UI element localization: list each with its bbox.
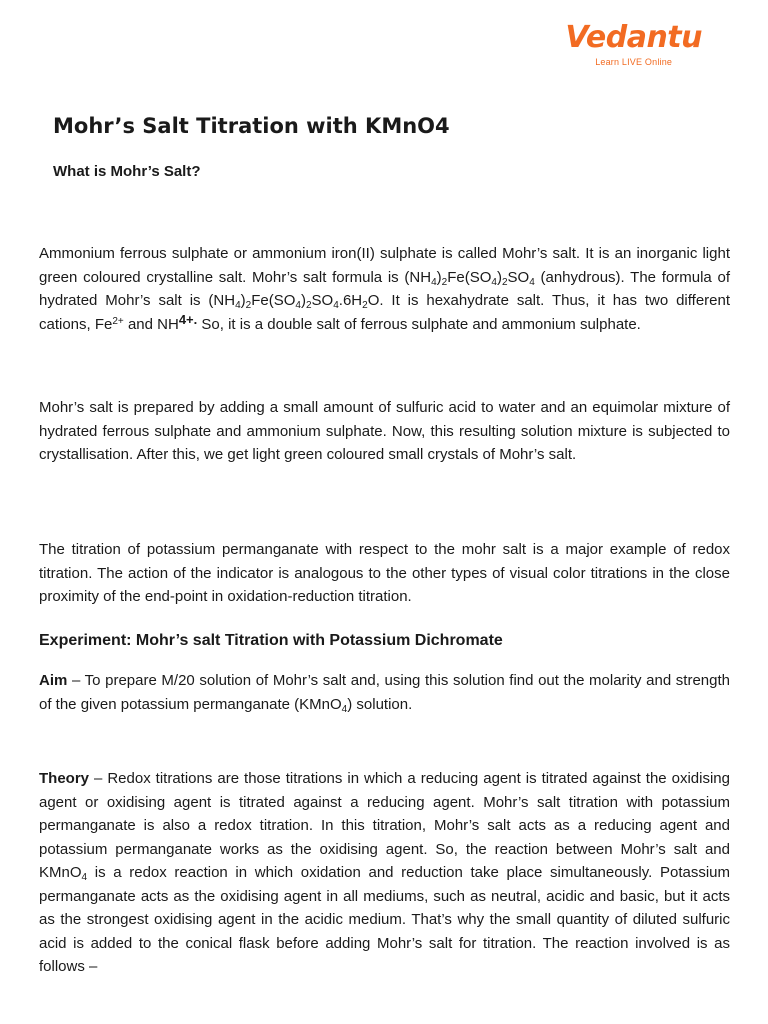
section-heading-what-is: What is Mohr’s Salt? [53,163,201,180]
paragraph-preparation: Mohr’s salt is prepared by adding a small amount of sulfuric acid to water and an equimolar mixture of hydrated ferrous sulphate and ammonium sulphate. Now, this resulting solution mixture is subjected to crystallisation. After this, we get light green coloured small crystals of Mohr’s salt. [39,399,730,463]
paragraph-theory: Theory – Redox titrations are those titrations in which a reducing agent is titrated against the oxidising agent or oxidising agent is titrated against a reducing agent. Mohr’s salt titration with potassium permanganate is also a redox titration. In this titration, Mohr’s salt acts as a reducing agent and potassium permanganate works as the oxidising agent. So, the reaction between Mohr’s salt and KMnO$_4$ is a redox reaction in which oxidation and reduction take place simultaneously. Potassium permanganate acts as the oxidising agent in all mediums, such as neutral, acidic and basic, but it acts as the strongest oxidising agent in the acidic medium. That’s why the small quantity of diluted sulfuric acid is added to the conical flask before adding Mohr’s salt for titration. The reaction involved is as follows – [39,770,730,975]
logo-tagline: Learn LIVE Online [595,57,673,67]
vedantu-logo [565,22,702,67]
experiment-heading: Experiment: Mohr’s salt Titration with Potassium Dichromate [39,632,503,649]
paragraph-definition: Ammonium ferrous sulphate or ammonium iron(II) sulphate is called Mohr’s salt. It is an inorganic light green coloured crystalline salt. Mohr’s salt formula is $(NH_4)_2Fe(SO_4)_2SO_4$ (anhydrous). The formula of hydrated Mohr’s salt is $(NH_4)_2Fe(SO_4)_2SO_4.6H_2O$. It is hexahydrate salt. Thus, it has two different cations, $Fe^{2+}$ and $NH^{4+.}$ So, it is a double salt of ferrous sulphate and ammonium sulphate. [39,245,731,333]
page-title: Mohr’s Salt Titration with KMnO4 [53,114,450,138]
theory-label: Theory [39,770,90,787]
paragraph-titration-intro: The titration of potassium permanganate with respect to the mohr salt is a major example of redox titration. The action of the indicator is analogous to the other types of visual color titrations in the close proximity of the end-point in oxidation-reduction titration. [39,541,730,605]
paragraph-aim: Aim – To prepare M/20 solution of Mohr’s salt and, using this solution find out the molarity and strength of the given potassium permanganate (KMnO$_4$) solution. [39,672,730,715]
aim-label: Aim [39,672,68,689]
logo-wordmark: Vedantu [565,20,702,55]
